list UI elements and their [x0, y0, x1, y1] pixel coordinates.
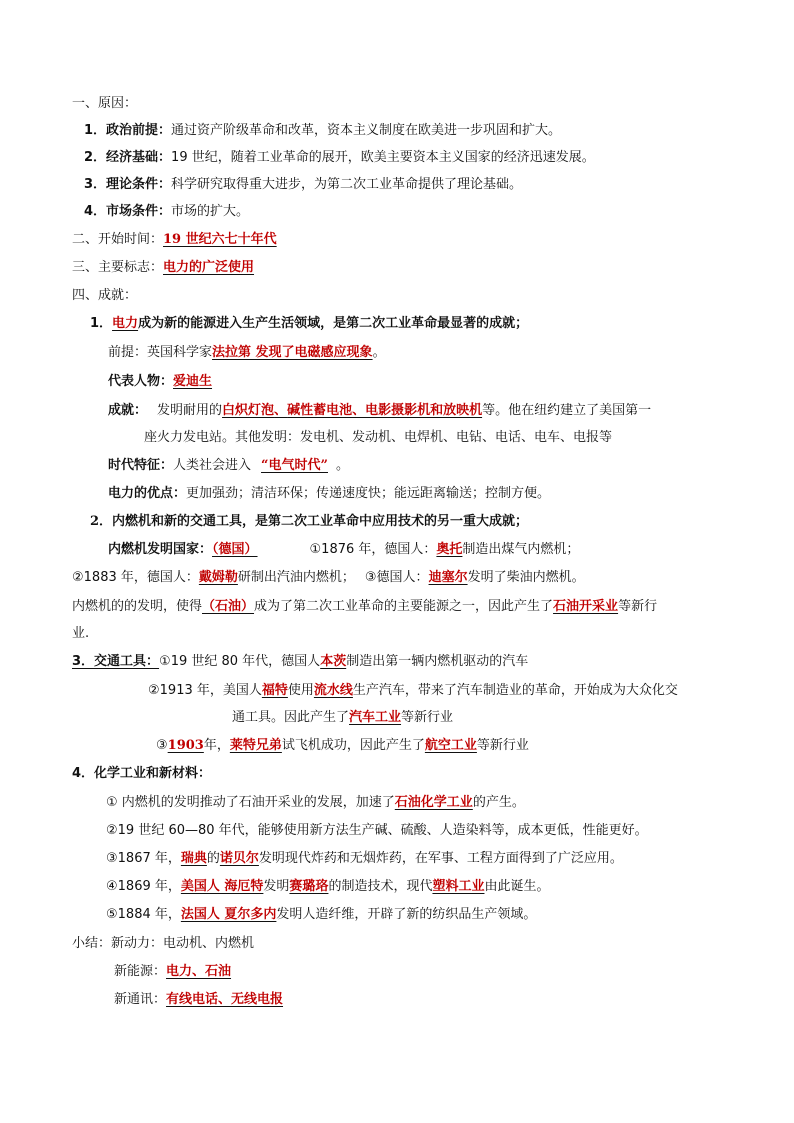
chemical-answer-5: 法国人 夏尔多内: [180, 907, 277, 922]
transport-text-3b: 试飞机成功，因此产生了: [281, 738, 425, 753]
ice-text-2: 研制出汽油内燃机；: [237, 570, 355, 585]
section-3-answer: 电力的广泛使用: [163, 260, 255, 275]
chemical-item-5: [106, 905, 536, 925]
summary-power-label: 新动力：: [111, 936, 164, 951]
transport-text-2a: 使用: [287, 683, 314, 698]
transport-text-2d: 等新行业: [401, 710, 454, 725]
summary-power-line: [72, 934, 254, 954]
representative-answer: 爱迪生: [173, 374, 213, 389]
transport-answer-2: 福特: [261, 683, 288, 698]
chemical-text-3b: 的: [206, 851, 220, 866]
chemical-answer-3a: 瑞典: [180, 851, 207, 866]
ice-text-1: 制造出煤气内燃机；: [462, 542, 580, 557]
achievement-label: 成就：: [108, 403, 148, 418]
chemical-answer-1: 石油化学工业: [394, 795, 473, 810]
summary-comm-line: [114, 990, 283, 1010]
chemical-answer-4b: 赛璐珞: [289, 879, 329, 894]
ice-item-1: ①1876 年，德国人：: [309, 542, 437, 557]
oil-answer-1: （石油）: [202, 599, 255, 614]
summary-label: 小结：: [72, 936, 112, 951]
transport-answer-3: 1903: [167, 738, 204, 753]
ice-item-2: ②1883 年，德国人：: [72, 570, 199, 585]
oil-text-3: 等新行: [618, 599, 658, 614]
section-2-label: 二、开始时间：: [72, 232, 164, 247]
chemical-text-4b: 发明: [263, 879, 290, 894]
achievement-text-1: 发明耐用的: [157, 403, 223, 418]
chemical-item-3: [106, 849, 623, 869]
ice-item-3: ③德国人：: [364, 570, 429, 585]
era-text: 人类社会进入: [173, 458, 252, 473]
ice-line-2: [72, 568, 585, 588]
transport-text-3c: 等新行业: [476, 738, 529, 753]
ice-label: 内燃机发明国家：: [108, 542, 213, 557]
oil-answer-2: 石油开采业: [553, 599, 619, 614]
section-4-heading: 四、成就：: [72, 288, 138, 303]
summary-power-value: 电动机、内燃机: [163, 936, 255, 951]
transport-answer-2b: 流水线: [313, 683, 353, 698]
cause-item-4: [84, 202, 249, 222]
cause-text: 通过资产阶级革命和改革，资本主义制度在欧美进一步巩固和扩大。: [171, 123, 562, 138]
chemical-text-3a: ③1867 年，: [106, 851, 181, 866]
cause-item-3: [84, 175, 522, 195]
summary-energy-answer: 电力、石油: [166, 964, 232, 979]
transport-text-2c: 通工具。因此产生了: [232, 710, 350, 725]
chemical-text-3c: 发明现代炸药和无烟炸药，在军事、工程方面得到了广泛应用。: [258, 851, 623, 866]
transport-answer-3b: 莱特兄弟: [229, 738, 282, 753]
ice-text-3: 发明了柴油内燃机。: [467, 570, 585, 585]
transport-line-1: [72, 652, 528, 672]
oil-line-1: [72, 597, 657, 617]
transport-answer-2c: 汽车工业: [349, 710, 402, 725]
section-2-answer: 19 世纪六七十年代: [163, 232, 277, 247]
ice-country-answer: （德国）: [212, 542, 258, 557]
achievement-text-2: 等。他在纽约建立了美国第一: [482, 403, 652, 418]
oil-text-1: 内燃机的的发明，使得: [72, 599, 203, 614]
chemical-item-4: [106, 877, 549, 897]
cause-label: 4．市场条件：: [84, 204, 172, 219]
achievement-1-answer: 电力: [112, 316, 139, 331]
summary-comm-answer: 有线电话、无线电报: [166, 992, 284, 1007]
section-3-label: 三、主要标志：: [72, 260, 164, 275]
achievement-1-text: 成为新的能源进入生产生活领域，是第二次工业革命最显著的成就；: [138, 316, 529, 331]
chemical-answer-3b: 诺贝尔: [219, 851, 259, 866]
premise-label: 前提：: [108, 345, 148, 360]
transport-item-1: ①19 世纪 80 年代，德国人: [159, 654, 321, 669]
ice-line-1: [108, 540, 579, 560]
era-label: 时代特征：: [108, 458, 174, 473]
achievement-answer-1: 白炽灯泡: [222, 403, 275, 418]
premise-end: 。: [372, 345, 386, 360]
advantages-line: [108, 484, 550, 504]
chemical-text-4d: 由此诞生。: [484, 879, 550, 894]
achievement-separator: 、: [274, 403, 288, 418]
chemical-text-4a: ④1869 年，: [106, 879, 181, 894]
advantages-text: 更加强劲；清洁环保；传递速度快；能远距离输送；控制方便。: [186, 486, 551, 501]
advantages-label: 电力的优点：: [108, 486, 187, 501]
cause-label: 2．经济基础：: [84, 150, 172, 165]
achievement-2: 2．内燃机和新的交通工具，是第二次工业革命中应用技术的另一重大成就；: [90, 514, 529, 529]
transport-item-3: ③: [156, 738, 168, 753]
era-end: 。: [336, 458, 350, 473]
section-1-heading: 一、原因：: [72, 96, 138, 111]
transport-label: 3．交通工具：: [72, 654, 160, 669]
ice-answer-2: 戴姆勒: [198, 570, 238, 585]
chemical-item-2: ②19 世纪 60—80 年代，能够使用新方法生产碱、硫酸、人造染料等，成本更低，性能更好。: [106, 823, 648, 838]
summary-energy-label: 新能源：: [114, 964, 167, 979]
cause-text: 19 世纪，随着工业革命的展开，欧美主要资本主义国家的经济迅速发展。: [171, 150, 595, 165]
cause-text: 科学研究取得重大进步，为第二次工业革命提供了理论基础。: [171, 177, 523, 192]
transport-answer-1: 本茨: [320, 654, 347, 669]
achievement-detail-line-1: [108, 401, 651, 421]
era-answer: “电气时代”: [261, 458, 328, 473]
chemical-text-4c: 的制造技术，现代: [328, 879, 433, 894]
transport-item-2: ②1913 年，美国人: [148, 683, 262, 698]
representative-label: 代表人物：: [108, 374, 174, 389]
summary-energy-line: [114, 962, 231, 982]
achievement-1: [90, 314, 528, 334]
oil-line-2: 业.: [72, 626, 90, 641]
achievement-detail-line-2: 座火力发电站。其他发明：发电机、发动机、电焊机、电钻、电话、电车、电报等: [144, 430, 613, 445]
transport-line-3: [232, 708, 453, 728]
ice-answer-3: 迪塞尔: [428, 570, 468, 585]
achievement-answer-2: 碱性蓄电池、电影摄影机和放映机: [287, 403, 483, 418]
cause-label: 1．政治前提：: [84, 123, 172, 138]
premise-answer: 法拉第 发现了电磁感应现象: [212, 345, 373, 360]
chemical-item-1: [106, 793, 525, 813]
achievement-1-num: 1．: [90, 316, 113, 331]
chemical-answer-4a: 美国人 海厄特: [180, 879, 264, 894]
chemical-heading: 4．化学工业和新材料：: [72, 766, 212, 781]
transport-text-2b: 生产汽车，带来了汽车制造业的革命，开始成为大众化交: [352, 683, 678, 698]
chemical-text-1a: ① 内燃机的发明推动了石油开采业的发展，加速了: [106, 795, 395, 810]
representative-line: [108, 372, 212, 392]
cause-label: 3．理论条件：: [84, 177, 172, 192]
summary-comm-label: 新通讯：: [114, 992, 167, 1007]
transport-text-3a: 年，: [203, 738, 230, 753]
oil-text-2: 成为了第二次工业革命的主要能源之一，因此产生了: [254, 599, 554, 614]
transport-line-2: [148, 681, 678, 701]
section-3-symbol: [72, 258, 254, 278]
chemical-text-5b: 发明人造纤维，开辟了新的纺织品生产领域。: [276, 907, 537, 922]
cause-item-1: [84, 121, 561, 141]
chemical-answer-4c: 塑料工业: [432, 879, 485, 894]
chemical-text-5a: ⑤1884 年，: [106, 907, 181, 922]
cause-item-2: [84, 148, 595, 168]
chemical-text-1b: 的产生。: [472, 795, 525, 810]
cause-text: 市场的扩大。: [171, 204, 250, 219]
premise-text: 英国科学家: [147, 345, 213, 360]
era-line: [108, 456, 349, 476]
transport-text-1: 制造出第一辆内燃机驱动的汽车: [346, 654, 529, 669]
transport-line-4: [156, 736, 529, 756]
transport-answer-3c: 航空工业: [424, 738, 477, 753]
ice-answer-1: 奥托: [436, 542, 463, 557]
premise-line: [108, 343, 386, 363]
section-2-start-time: [72, 230, 277, 250]
